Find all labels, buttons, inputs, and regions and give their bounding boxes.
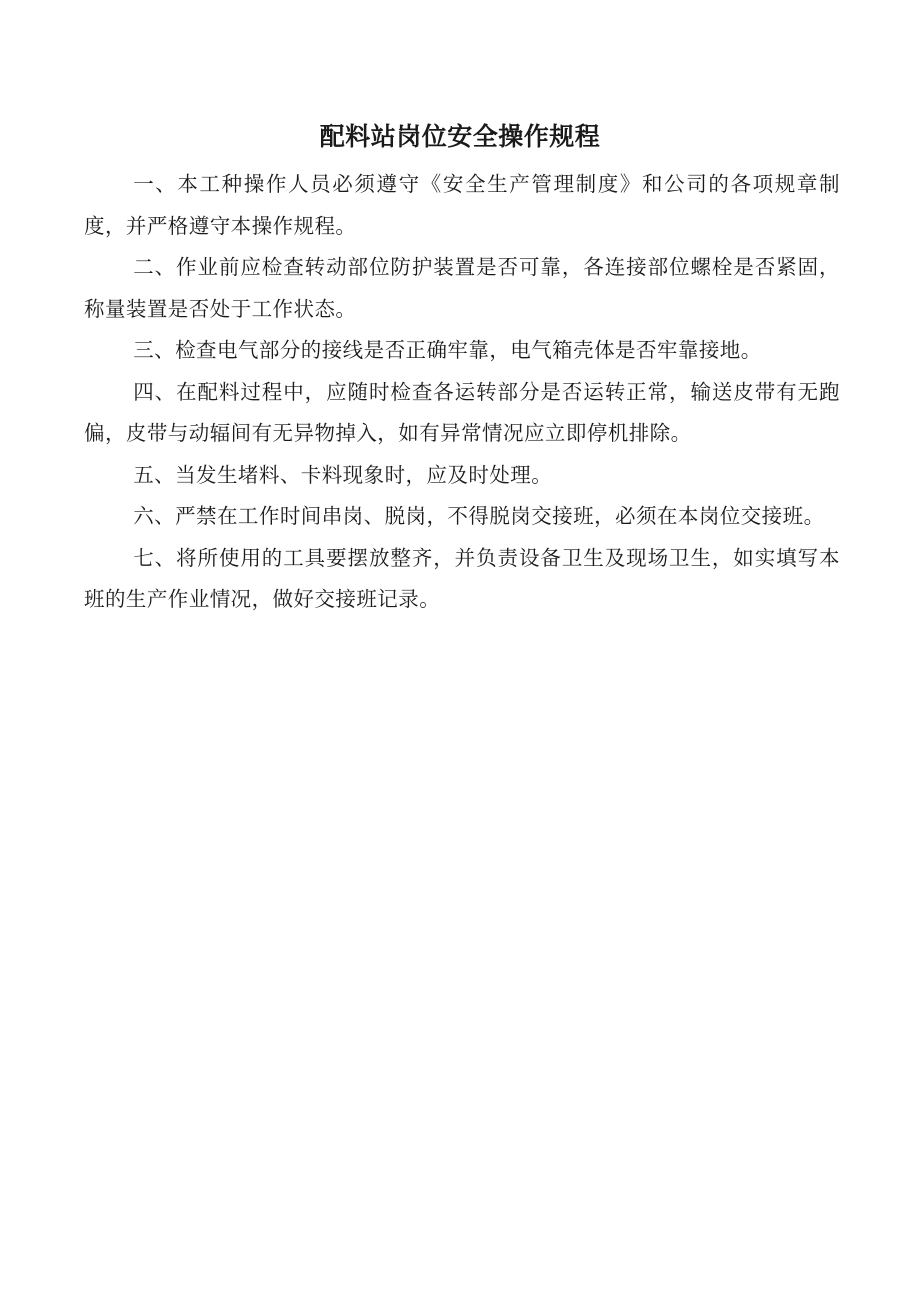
paragraph-2: 二、作业前应检查转动部位防护装置是否可靠，各连接部位螺栓是否紧固，称量装置是否处于工作状态。 [84, 255, 840, 321]
paragraph-5: 五、当发生堵料、卡料现象时，应及时处理。 [133, 462, 553, 487]
document-body [84, 164, 840, 621]
paragraph-3: 三、检查电气部分的接线是否正确牢靠，电气箱壳体是否牢靠接地。 [133, 338, 762, 362]
document-title: 配料站岗位安全操作规程 [319, 122, 601, 151]
paragraph-6: 六、严禁在工作时间串岗、脱岗，不得脱岗交接班，必须在本岗位交接班。 [133, 504, 825, 528]
paragraph-7: 七、将所使用的工具要摆放整齐，并负责设备卫生及现场卫生，如实填写本班的生产作业情况，做好交接班记录。 [84, 545, 840, 611]
paragraph-4: 四、在配料过程中，应随时检查各运转部分是否运转正常，输送皮带有无跑偏，皮带与动辐间有无异物掉入，如有异常情况应立即停机排除。 [84, 379, 840, 445]
paragraph-1: 一、本工种操作人员必须遵守《安全生产管理制度》和公司的各项规章制度，并严格遵守本操作规程。 [84, 172, 840, 238]
